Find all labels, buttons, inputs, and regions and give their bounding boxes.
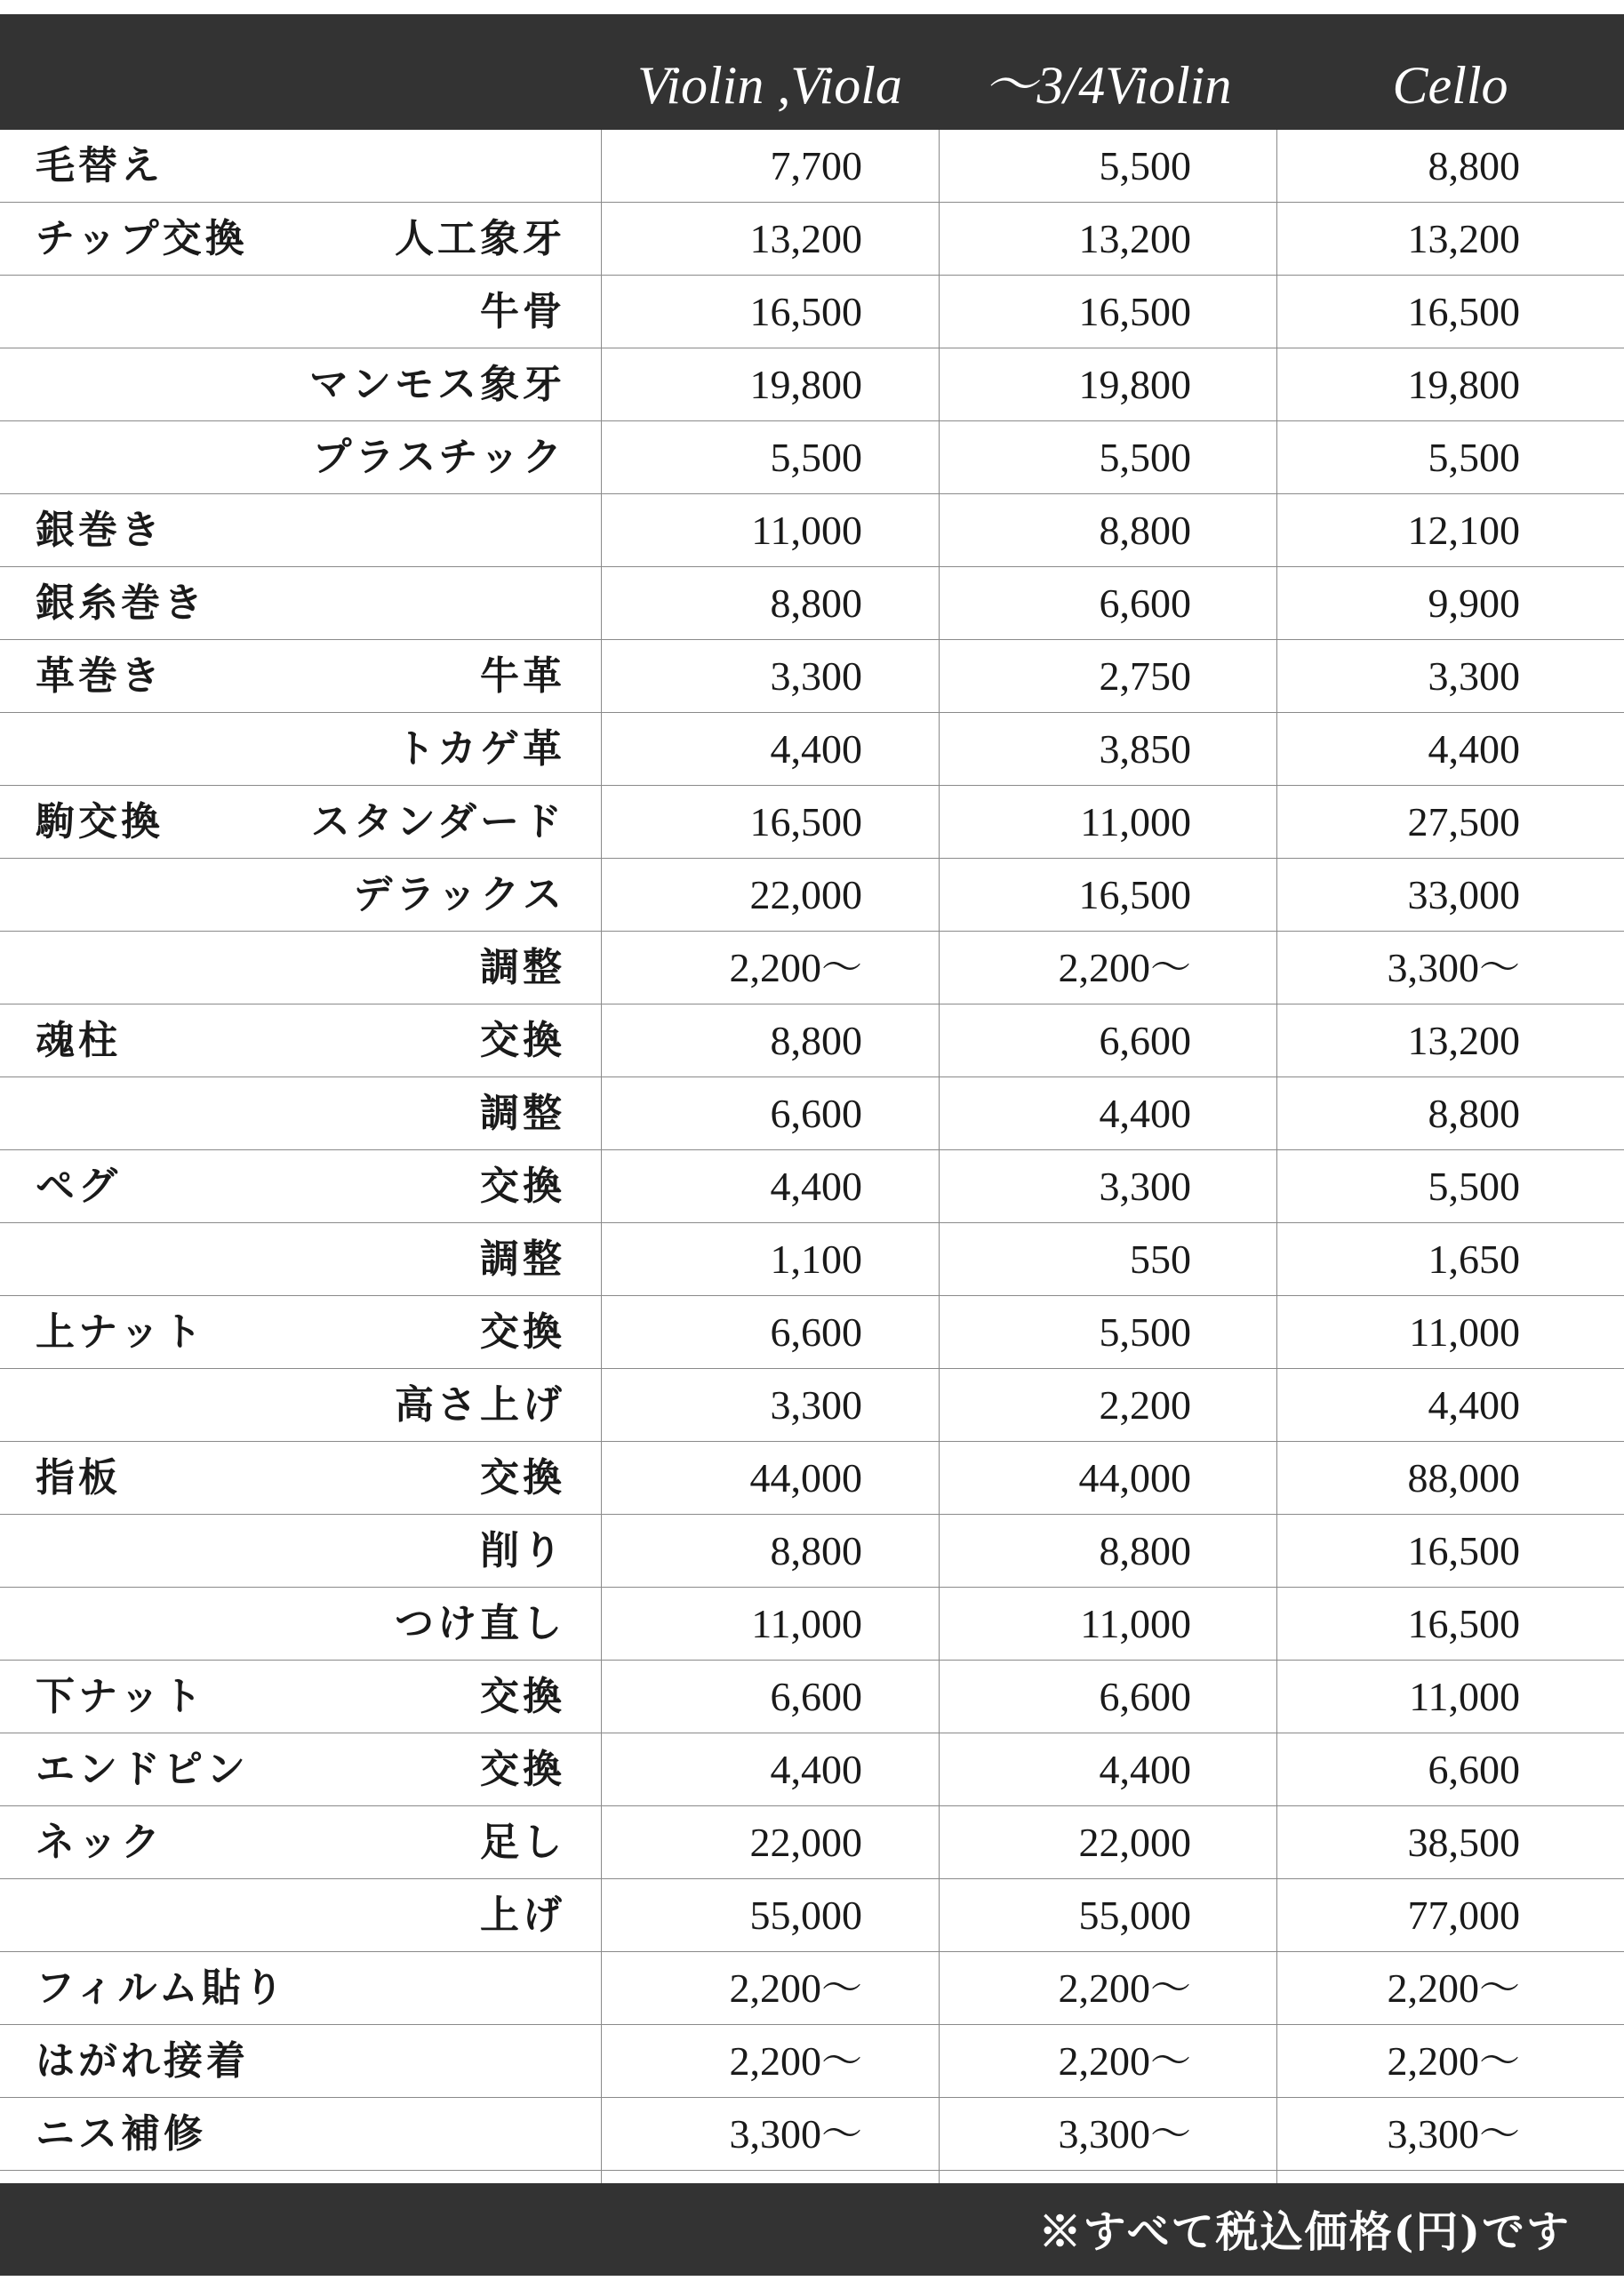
price-violin-viola: 19,800 [749, 362, 862, 407]
price-three-quarter-violin: 6,600 [1099, 580, 1191, 626]
item-category: 下ナット [36, 1674, 206, 1719]
price-violin-viola: 6,600 [770, 1091, 862, 1136]
header-band [0, 14, 1624, 130]
item-detail: 交換 [480, 1674, 565, 1719]
item-detail: トカゲ革 [396, 726, 565, 772]
price-violin-viola: 4,400 [770, 1747, 862, 1792]
table-row [0, 1369, 1624, 1442]
column-divider [939, 130, 940, 2183]
item-category: 魂柱 [36, 1018, 121, 1063]
price-violin-viola: 16,500 [749, 799, 862, 844]
price-cello: 27,500 [1407, 799, 1520, 844]
price-violin-viola: 22,000 [749, 1820, 862, 1865]
price-cello: 13,200 [1407, 1018, 1520, 1063]
price-cello: 88,000 [1407, 1455, 1520, 1501]
price-cello: 5,500 [1428, 1164, 1520, 1209]
item-detail [249, 1952, 565, 2025]
price-cello: 13,200 [1407, 216, 1520, 261]
item-detail [249, 2098, 565, 2171]
price-cello: 12,100 [1407, 508, 1520, 553]
item-detail: 削り [480, 1528, 565, 1573]
footer-band [0, 2183, 1624, 2276]
item-detail: 調整 [480, 1237, 565, 1282]
price-cello: 3,300 [1428, 653, 1520, 699]
price-cello: 2,200〜 [1387, 1965, 1520, 2011]
price-cello: 9,900 [1428, 580, 1520, 626]
price-violin-viola: 5,500 [770, 435, 862, 480]
price-three-quarter-violin: 2,750 [1099, 653, 1191, 699]
price-cello: 2,200〜 [1387, 2038, 1520, 2084]
price-violin-viola: 4,400 [770, 726, 862, 772]
price-violin-viola: 22,000 [749, 872, 862, 917]
price-violin-viola: 11,000 [751, 1601, 862, 1646]
item-detail [249, 2025, 565, 2098]
price-violin-viola: 6,600 [770, 1309, 862, 1355]
price-violin-viola: 55,000 [749, 1893, 862, 1938]
price-cello: 38,500 [1407, 1820, 1520, 1865]
price-violin-viola: 1,100 [770, 1237, 862, 1282]
table-row [0, 567, 1624, 640]
price-cello: 77,000 [1407, 1893, 1520, 1938]
table-row [0, 1806, 1624, 1879]
price-violin-viola: 2,200〜 [729, 1965, 862, 2011]
price-three-quarter-violin: 2,200〜 [1058, 2038, 1191, 2084]
item-detail: 交換 [480, 1455, 565, 1501]
price-cello: 16,500 [1407, 289, 1520, 334]
price-cello: 5,500 [1428, 435, 1520, 480]
price-cello: 4,400 [1428, 726, 1520, 772]
item-detail [249, 494, 565, 567]
item-category: チップ交換 [36, 216, 248, 261]
price-cello: 4,400 [1428, 1382, 1520, 1428]
price-three-quarter-violin: 4,400 [1099, 1747, 1191, 1792]
column-divider [1276, 130, 1277, 2183]
item-detail: 高さ上げ [395, 1382, 565, 1428]
item-detail: つけ直し [395, 1601, 565, 1646]
price-violin-viola: 4,400 [770, 1164, 862, 1209]
table-row [0, 1733, 1624, 1806]
price-cello: 11,000 [1409, 1309, 1520, 1355]
column-header-violin-viola: Violin ,Viola [637, 56, 902, 115]
price-cello: 11,000 [1409, 1674, 1520, 1719]
item-category: ペグ [36, 1164, 121, 1209]
table-row [0, 348, 1624, 421]
table-row [0, 1223, 1624, 1296]
price-three-quarter-violin: 3,300〜 [1058, 2111, 1191, 2157]
price-three-quarter-violin: 6,600 [1099, 1674, 1191, 1719]
price-violin-viola: 16,500 [749, 289, 862, 334]
item-category: 銀糸巻き [36, 580, 206, 626]
item-category: 毛替え [36, 143, 164, 188]
price-table [0, 130, 1624, 2171]
item-category: 駒交換 [36, 799, 164, 844]
price-three-quarter-violin: 11,000 [1080, 799, 1191, 844]
item-detail: 牛骨 [480, 289, 565, 334]
table-row [0, 1077, 1624, 1150]
item-detail: デラックス [353, 872, 565, 917]
table-row [0, 713, 1624, 786]
item-category: 上ナット [36, 1309, 206, 1355]
price-three-quarter-violin: 11,000 [1080, 1601, 1191, 1646]
price-three-quarter-violin: 8,800 [1099, 508, 1191, 553]
price-violin-viola: 2,200〜 [729, 2038, 862, 2084]
table-row [0, 640, 1624, 713]
price-three-quarter-violin: 5,500 [1099, 143, 1191, 188]
price-cello: 3,300〜 [1387, 2111, 1520, 2157]
item-detail [249, 130, 565, 203]
item-category: 革巻き [36, 653, 164, 699]
table-row [0, 1588, 1624, 1661]
item-category: エンドピン [36, 1747, 249, 1792]
price-violin-viola: 6,600 [770, 1674, 862, 1719]
price-cello: 16,500 [1407, 1528, 1520, 1573]
item-category: 指板 [36, 1455, 121, 1501]
item-detail: 交換 [480, 1018, 565, 1063]
table-row [0, 1515, 1624, 1588]
price-three-quarter-violin: 16,500 [1078, 872, 1191, 917]
table-row [0, 1952, 1624, 2025]
item-detail: 人工象牙 [395, 216, 565, 261]
price-three-quarter-violin: 550 [1130, 1237, 1191, 1282]
price-three-quarter-violin: 22,000 [1078, 1820, 1191, 1865]
table-row [0, 2025, 1624, 2098]
tax-note: ※すべて税込価格(円)です [1038, 2207, 1571, 2257]
item-category: フィルム貼り [36, 1965, 287, 2011]
price-three-quarter-violin: 44,000 [1078, 1455, 1191, 1501]
price-violin-viola: 13,200 [749, 216, 862, 261]
table-row [0, 421, 1624, 494]
table-row [0, 1879, 1624, 1952]
table-row [0, 494, 1624, 567]
column-header-three-quarter-violin: ～3/4Violin [983, 56, 1232, 115]
item-detail: 調整 [480, 1091, 565, 1136]
table-row [0, 786, 1624, 859]
item-detail: 上げ [480, 1893, 565, 1938]
table-row [0, 1150, 1624, 1223]
price-cello: 19,800 [1407, 362, 1520, 407]
table-row [0, 1661, 1624, 1733]
price-three-quarter-violin: 55,000 [1078, 1893, 1191, 1938]
price-violin-viola: 44,000 [749, 1455, 862, 1501]
item-detail: 交換 [480, 1309, 565, 1355]
table-row [0, 203, 1624, 276]
item-detail: 牛革 [480, 653, 565, 699]
item-category: ネック [36, 1820, 164, 1865]
table-row [0, 859, 1624, 932]
price-violin-viola: 3,300 [770, 653, 862, 699]
price-cello: 3,300〜 [1387, 945, 1520, 990]
item-detail: 交換 [480, 1164, 565, 1209]
price-three-quarter-violin: 2,200 [1099, 1382, 1191, 1428]
item-detail: マンモス象牙 [309, 362, 565, 407]
item-detail: 足し [480, 1820, 565, 1865]
price-three-quarter-violin: 16,500 [1078, 289, 1191, 334]
price-three-quarter-violin: 13,200 [1078, 216, 1191, 261]
price-violin-viola: 11,000 [751, 508, 862, 553]
table-row [0, 130, 1624, 203]
price-cello: 8,800 [1428, 143, 1520, 188]
price-three-quarter-violin: 3,850 [1099, 726, 1191, 772]
item-category: 銀巻き [36, 508, 164, 553]
price-three-quarter-violin: 8,800 [1099, 1528, 1191, 1573]
price-cello: 6,600 [1428, 1747, 1520, 1792]
table-row [0, 1296, 1624, 1369]
price-cello: 16,500 [1407, 1601, 1520, 1646]
column-divider [601, 130, 602, 2183]
price-three-quarter-violin: 4,400 [1099, 1091, 1191, 1136]
price-violin-viola: 8,800 [770, 1528, 862, 1573]
price-cello: 1,650 [1428, 1237, 1520, 1282]
price-violin-viola: 2,200〜 [729, 945, 862, 990]
table-row [0, 276, 1624, 348]
item-category: ニス補修 [36, 2111, 206, 2157]
price-three-quarter-violin: 19,800 [1078, 362, 1191, 407]
price-violin-viola: 3,300 [770, 1382, 862, 1428]
item-detail: 交換 [480, 1747, 565, 1792]
price-sheet [0, 14, 1624, 2276]
table-row [0, 1442, 1624, 1515]
price-three-quarter-violin: 2,200〜 [1058, 1965, 1191, 2011]
price-violin-viola: 8,800 [770, 1018, 862, 1063]
price-three-quarter-violin: 3,300 [1099, 1164, 1191, 1209]
table-row [0, 932, 1624, 1004]
item-detail: スタンダード [310, 799, 565, 844]
price-violin-viola: 3,300〜 [729, 2111, 862, 2157]
price-three-quarter-violin: 5,500 [1099, 435, 1191, 480]
price-three-quarter-violin: 2,200〜 [1058, 945, 1191, 990]
table-row [0, 2098, 1624, 2171]
column-header-cello: Cello [1392, 56, 1508, 115]
price-cello: 33,000 [1407, 872, 1520, 917]
price-violin-viola: 8,800 [770, 580, 862, 626]
price-three-quarter-violin: 6,600 [1099, 1018, 1191, 1063]
price-three-quarter-violin: 5,500 [1099, 1309, 1191, 1355]
item-detail: 調整 [480, 945, 565, 990]
price-violin-viola: 7,700 [770, 143, 862, 188]
price-cello: 8,800 [1428, 1091, 1520, 1136]
item-detail: プラスチック [312, 435, 565, 480]
item-detail [249, 567, 565, 640]
table-row [0, 1004, 1624, 1077]
item-category: はがれ接着 [36, 2038, 249, 2084]
